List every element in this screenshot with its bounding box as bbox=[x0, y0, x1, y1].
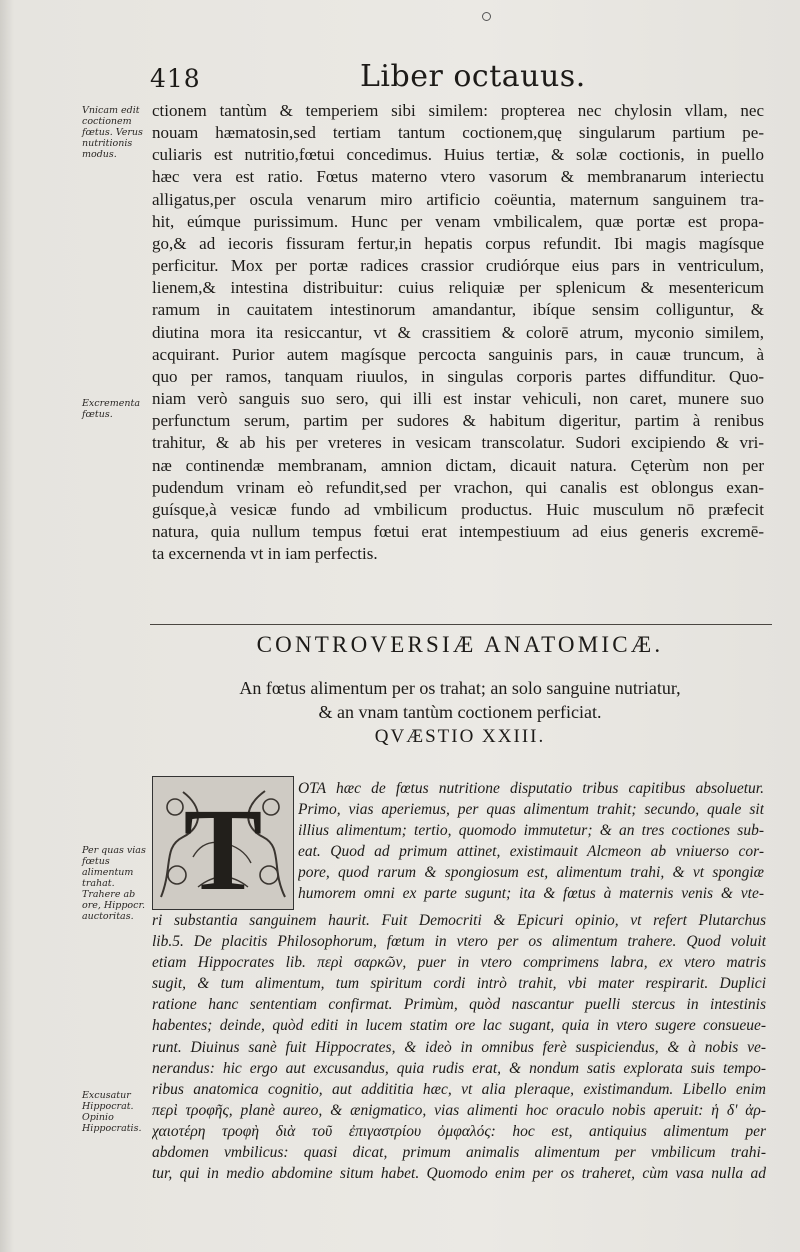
text-line: χαιοτέρη τροφὴ διὰ τοῦ ἐπιγαστρίου ὀμφαλός: hoc est, antiquius alimentum per bbox=[152, 1122, 766, 1140]
text-line: ctionem tantùm & temperiem sibi similem: propterea nec chylosin vllam, nec bbox=[152, 101, 764, 120]
text-line: ramum in cauitatem intestinorum amandantur, ibíque sensim colliguntur, & bbox=[152, 300, 764, 320]
text-line: acquirant. Purior autem magísque percocta sanguinis pars, in cauæ truncum, à bbox=[152, 344, 764, 364]
text-line: abdomen vmbilicus: quasi dicat, primum animalis alimentum per vmbilicum trahi- bbox=[152, 1144, 766, 1162]
margin-note: Excrementa fœtus. bbox=[82, 398, 141, 420]
text-line: trahitur, & ab his per vreteres in vesicam transcolatur. Sudori excipiendo & vri- bbox=[152, 433, 764, 453]
text-line: guísque,à vesicæ fundo ad vmbilicum productus. Huic musculum nō præfecit bbox=[152, 499, 764, 519]
text-line: lienem,& intestina distribuitur: cuius reliquiæ per splenicum & mesentericum bbox=[152, 278, 764, 298]
section-title: CONTROVERSIÆ ANATOMICÆ. bbox=[256, 632, 664, 657]
decorated-initial bbox=[152, 776, 294, 910]
question-heading: QVÆSTIO XXIII. bbox=[374, 726, 546, 747]
text-line: Primo, vias aperiemus, per quas alimentum trahit; secundo, quale sit bbox=[298, 801, 764, 819]
margin-note: Per quas vias fœtus alimentum trahat. Trahere ab ore, Hippocr. auctoritas. bbox=[82, 845, 146, 922]
italic-text-full bbox=[152, 910, 766, 1184]
text-line: illius alimentum; tertio, quomodo immutetur; & an tres coctiones sub- bbox=[298, 822, 764, 840]
text-line: nerandus: hic ergo aut excusandus, quia rudis erat, & nondum satis explorata suis tempo- bbox=[152, 1059, 766, 1077]
italic-text-indented bbox=[298, 778, 764, 905]
margin-note: Vnicam edit coctionem fœtus. Verus nutritionis modus. bbox=[82, 105, 143, 160]
text-line: tur, qui in medio abdomine situm habet. Quomodo enim per os traheret, cùm vasa nulla ad bbox=[152, 1165, 766, 1183]
ornamental-initial-icon bbox=[153, 777, 293, 909]
text-line: ta excernenda vt in iam perfectis. bbox=[152, 544, 378, 564]
section-subtitle: & an vnam tantùm coctionem perficiat. bbox=[318, 702, 602, 722]
body-text bbox=[152, 100, 764, 565]
text-line: eat. Quod ad primum attinet, existimauit Alcmeon ab vniuerso cor- bbox=[298, 843, 764, 861]
page-dot-mark bbox=[482, 12, 491, 21]
text-line: humorem omni ex parte sugunt; ita & fœtus à maternis venis & vte- bbox=[298, 885, 764, 903]
text-line: OTA hæc de fœtus nutritione disputatio tribus capitibus absoluetur. bbox=[298, 780, 764, 797]
text-line: culiaris est nutritio,fœtui concedimus. Huius tertiæ, & solæ coctionis, in puello bbox=[152, 145, 764, 165]
text-line: næ continendæ membranam, amnion dictam, dicauit natura. Cęterùm non per bbox=[152, 455, 764, 475]
section-divider bbox=[150, 624, 772, 625]
text-line: niam verò sanguis suo sero, qui illi est instar vehiculi, non caret, munere suo bbox=[152, 389, 764, 409]
text-line: habentes; deinde, quòd editi in lucem statim ore lac sugant, quia in vtero sugere consueue- bbox=[152, 1017, 766, 1035]
text-line: ratione hanc sententiam confirmat. Primùm, quòd nascantur puelli stercus in intestinis bbox=[152, 996, 766, 1014]
text-line: perfunctum serum, partim per sudores & habitum digeritur, partim à renibus bbox=[152, 411, 764, 431]
text-line: etiam Hippocrates lib. περὶ σαρκῶν, puer in vtero comprimens labra, ex vtero matris bbox=[152, 954, 766, 972]
text-line: ribus anatomica cognitio, aut addititia hæc, vt alia pleraque, existimandum. Libello enim bbox=[152, 1080, 766, 1098]
text-line: περὶ τροφῆς, planè aureo, & ænigmatico, vias alimenti hoc oraculo nobis aperuit: ἡ δ' ἀρ- bbox=[152, 1101, 766, 1119]
section-subtitle: An fœtus alimentum per os trahat; an solo sanguine nutriatur, bbox=[239, 678, 681, 698]
text-line: sugit, & tum alimentum, tum spiritum cordi intrò trahit, vbi mater respirarit. Duplici bbox=[152, 975, 766, 993]
text-line: diutina mora ita resiccantur, vt & crassitiem & colorē atrum, myconio similem, bbox=[152, 322, 764, 342]
running-head: Liber octauus. bbox=[360, 59, 586, 94]
text-line: nouam hæmatosin,sed tertiam tantum coctionem,quę singularum partium pe- bbox=[152, 123, 764, 143]
margin-note: Excusatur Hippocrat. Opinio Hippocratis. bbox=[82, 1090, 142, 1134]
svg-text:T: T bbox=[183, 784, 263, 909]
text-line: natura, quia nullum tempus fœtui erat intempestiuum ad eius generis excremē- bbox=[152, 521, 764, 541]
text-line: pore, quod rarum & spongiosum est, alimentum trahi, & vt spongiæ bbox=[298, 864, 764, 882]
text-line: pudendum vrinam eò refundit,sed per vrachon, qui canalis est oblongus exan- bbox=[152, 477, 764, 497]
text-line: alligatus,per oscula venarum miro artificio coëuntia, maternum sanguinem tra- bbox=[152, 189, 764, 209]
page-number: 418 bbox=[150, 64, 201, 93]
text-line: runt. Diuinus sanè fuit Hippocrates, & ideò in omnibus ferè suspiciendus, & à nobis ve- bbox=[152, 1038, 766, 1056]
text-line: lib.5. De placitis Philosophorum, fœtum in vtero per os alimentum trahere. Quod voluit bbox=[152, 933, 766, 951]
text-line: quo per ramos, tanquam riuulos, in singulas corporis partes diffunditur. Quo- bbox=[152, 366, 764, 386]
text-line: hæc vera est ratio. Fœtus materno vtero vasorum & membranarum interiectu bbox=[152, 167, 764, 187]
text-line: go,& ad iecoris fissuram fertur,in hepatis corpus refundit. Ibi magis magísque bbox=[152, 233, 764, 253]
text-line: ri substantia sanguinem haurit. Fuit Democriti & Epicuri opinio, vt refert Plutarchus bbox=[152, 912, 766, 929]
text-line: hit, eúmque purissimum. Hunc per venam vmbilicalem, quæ portæ est propa- bbox=[152, 211, 764, 231]
text-line: perficitur. Mox per portæ radices crassior crudiórque eius pars in ventriculum, bbox=[152, 256, 764, 276]
